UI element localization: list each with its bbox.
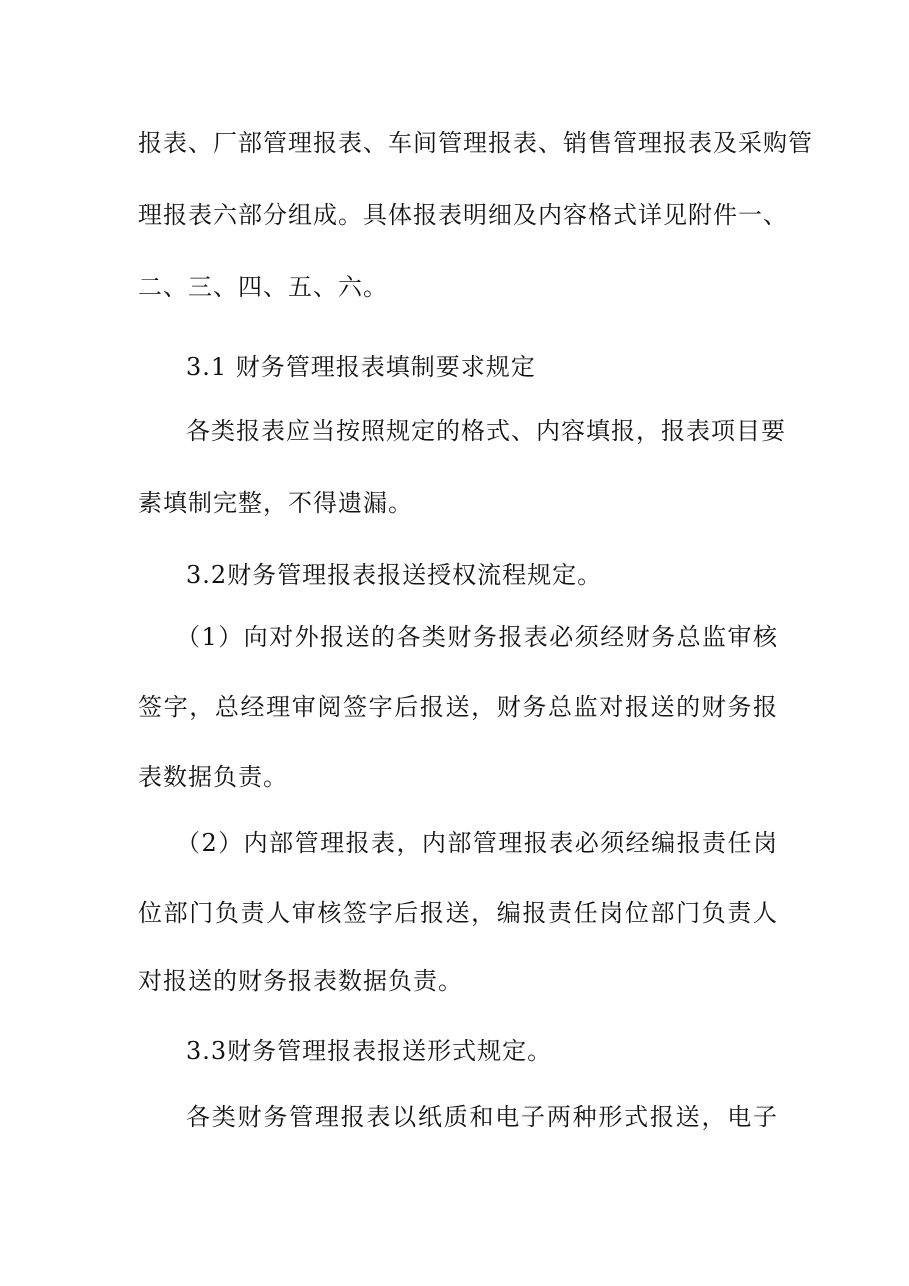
paragraph-2-line-2: 素填制完整，不得遗漏。: [138, 489, 413, 517]
paragraph-1-line-2: 理报表六部分组成。具体报表明细及内容格式详见附件一、: [138, 201, 788, 229]
item-2-line-2: 位部门负责人审核签字后报送，编报责任岗位部门负责人: [138, 899, 778, 927]
item-1-line-2: 签字，总经理审阅签字后报送，财务总监对报送的财务报: [138, 693, 778, 721]
section-3-1-heading: 3.1 财务管理报表填制要求规定: [186, 353, 536, 381]
item-2-line-3: 对报送的财务报表数据负责。: [138, 967, 463, 995]
item-1-line-3: 表数据负责。: [138, 763, 288, 791]
item-2-line-1: （2）内部管理报表，内部管理报表必须经编报责任岗: [176, 829, 778, 857]
paragraph-1-line-1: 报表、厂部管理报表、车间管理报表、销售管理报表及采购管: [138, 129, 813, 157]
section-3-2-heading: 3.2财务管理报表报送授权流程规定。: [186, 561, 603, 589]
section-3-3-heading: 3.3财务管理报表报送形式规定。: [186, 1037, 553, 1065]
paragraph-2-line-1: 各类报表应当按照规定的格式、内容填报，报表项目要: [186, 417, 786, 445]
item-1-line-1: （1）向对外报送的各类财务报表必须经财务总监审核: [176, 623, 778, 651]
paragraph-3-line-1: 各类财务管理报表以纸质和电子两种形式报送，电子: [186, 1103, 778, 1131]
paragraph-1-line-3: 二、三、四、五、六。: [138, 273, 388, 301]
